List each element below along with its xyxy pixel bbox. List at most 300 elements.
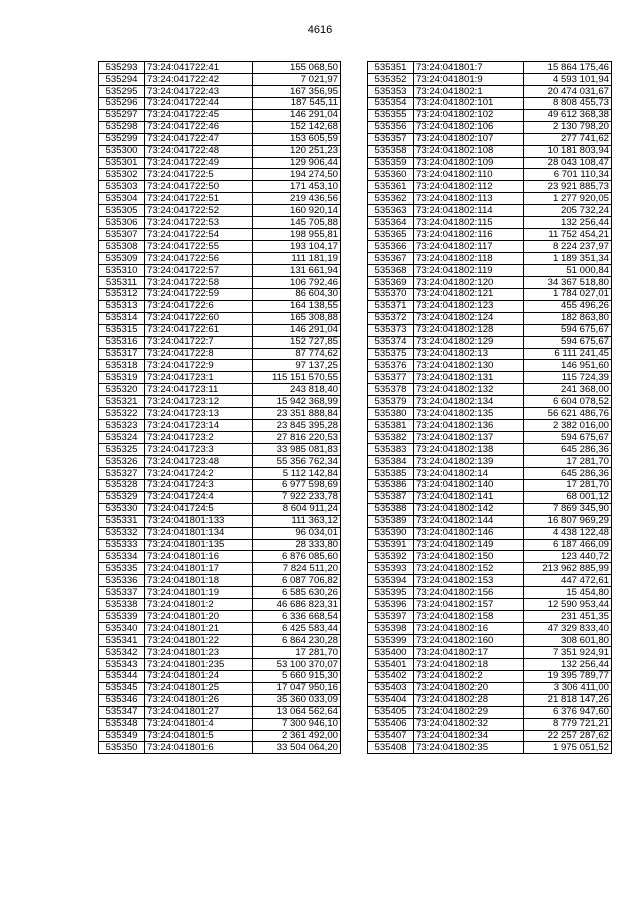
row-number: 535331 [99,515,145,527]
table-row [99,539,341,551]
cadastral-value: 6 585 630,26 [253,587,341,599]
row-number: 535320 [99,384,145,396]
table-row [368,205,612,217]
row-number: 535391 [368,539,414,551]
cadastral-number: 73:24:041802:136 [414,420,524,432]
row-number: 535350 [99,742,145,754]
row-number: 535322 [99,408,145,420]
cadastral-number: 73:24:041802:107 [414,133,524,145]
table-row [368,133,612,145]
row-number: 535368 [368,264,414,276]
row-number: 535361 [368,181,414,193]
cadastral-value: 23 845 395,28 [253,420,341,432]
cadastral-value: 145 705,88 [253,217,341,229]
cadastral-value: 132 256,44 [524,658,612,670]
table-row [368,503,612,515]
cadastral-number: 73:24:041722:8 [145,348,253,360]
row-number: 535311 [99,276,145,288]
table-row [368,396,612,408]
table-row [99,300,341,312]
cadastral-number: 73:24:041722:42 [145,73,253,85]
table-row [99,730,341,742]
cadastral-value: 152 727,85 [253,336,341,348]
table-row [99,635,341,647]
cadastral-value: 7 869 345,90 [524,503,612,515]
row-number: 535327 [99,467,145,479]
row-number: 535371 [368,300,414,312]
table-row [368,635,612,647]
cadastral-number: 73:24:041802:1 [414,85,524,97]
table-row [368,300,612,312]
row-number: 535366 [368,241,414,253]
cadastral-value: 129 906,44 [253,157,341,169]
cadastral-number: 73:24:041802:152 [414,563,524,575]
cadastral-number: 73:24:041802:141 [414,491,524,503]
row-number: 535340 [99,623,145,635]
cadastral-value: 97 137,25 [253,360,341,372]
row-number: 535390 [368,527,414,539]
table-row [368,109,612,121]
cadastral-value: 160 920,14 [253,205,341,217]
table-row [368,527,612,539]
row-number: 535387 [368,491,414,503]
cadastral-number: 73:24:041802:112 [414,181,524,193]
cadastral-value: 8 808 455,73 [524,97,612,109]
cadastral-number: 73:24:041801:134 [145,527,253,539]
row-number: 535345 [99,682,145,694]
cadastral-number: 73:24:041802:150 [414,551,524,563]
row-number: 535392 [368,551,414,563]
cadastral-value: 22 257 287,62 [524,730,612,742]
cadastral-value: 47 329 833,40 [524,623,612,635]
row-number: 535364 [368,217,414,229]
cadastral-number: 73:24:041722:53 [145,217,253,229]
row-number: 535380 [368,408,414,420]
cadastral-number: 73:24:041723:48 [145,455,253,467]
table-row [99,217,341,229]
table-row [368,563,612,575]
row-number: 535294 [99,73,145,85]
cadastral-value: 132 256,44 [524,217,612,229]
table-row [368,515,612,527]
table-row [368,658,612,670]
table-row [368,742,612,754]
table-row [99,706,341,718]
table-row [99,193,341,205]
cadastral-value: 193 104,17 [253,241,341,253]
table-row [99,551,341,563]
cadastral-number: 73:24:041801:7 [414,62,524,74]
cadastral-number: 73:24:041802:34 [414,730,524,742]
cadastral-value: 6 187 466,09 [524,539,612,551]
table-row [368,229,612,241]
cadastral-value: 8 604 911,24 [253,503,341,515]
cadastral-value: 6 376 947,60 [524,706,612,718]
table-row [368,85,612,97]
row-number: 535338 [99,599,145,611]
cadastral-number: 73:24:041723:1 [145,372,253,384]
row-number: 535332 [99,527,145,539]
table-row [99,623,341,635]
table-row [368,181,612,193]
row-number: 535369 [368,276,414,288]
row-number: 535396 [368,599,414,611]
cadastral-value: 2 361 492,00 [253,730,341,742]
cadastral-value: 594 675,67 [524,432,612,444]
table-row [368,551,612,563]
cadastral-value: 645 286,36 [524,467,612,479]
cadastral-value: 6 864 230,28 [253,635,341,647]
cadastral-number: 73:24:041722:9 [145,360,253,372]
cadastral-number: 73:24:041722:6 [145,300,253,312]
row-number: 535376 [368,360,414,372]
cadastral-number: 73:24:041722:52 [145,205,253,217]
row-number: 535308 [99,241,145,253]
table-row [99,85,341,97]
cadastral-number: 73:24:041802:149 [414,539,524,551]
row-number: 535360 [368,169,414,181]
table-row [368,444,612,456]
cadastral-number: 73:24:041722:47 [145,133,253,145]
row-number: 535358 [368,145,414,157]
cadastral-number: 73:24:041802:134 [414,396,524,408]
row-number: 535333 [99,539,145,551]
cadastral-number: 73:24:041722:44 [145,97,253,109]
cadastral-value: 115 724,39 [524,372,612,384]
cadastral-value: 243 818,40 [253,384,341,396]
cadastral-number: 73:24:041802:116 [414,229,524,241]
cadastral-number: 73:24:041801:135 [145,539,253,551]
row-number: 535316 [99,336,145,348]
row-number: 535383 [368,444,414,456]
table-row [368,455,612,467]
cadastral-number: 73:24:041722:43 [145,85,253,97]
table-row [99,181,341,193]
cadastral-value: 182 863,80 [524,312,612,324]
row-number: 535356 [368,121,414,133]
cadastral-value: 6 087 706,82 [253,575,341,587]
cadastral-value: 594 675,67 [524,324,612,336]
table-row [368,467,612,479]
cadastral-number: 73:24:041722:61 [145,324,253,336]
cadastral-number: 73:24:041802:101 [414,97,524,109]
table-row [99,515,341,527]
cadastral-number: 73:24:041802:146 [414,527,524,539]
row-number: 535342 [99,646,145,658]
cadastral-value: 6 701 110,34 [524,169,612,181]
row-number: 535377 [368,372,414,384]
cadastral-value: 5 660 915,30 [253,670,341,682]
cadastral-number: 73:24:041802:139 [414,455,524,467]
table-row [368,408,612,420]
cadastral-value: 1 975 051,52 [524,742,612,754]
row-number: 535302 [99,169,145,181]
row-number: 535389 [368,515,414,527]
cadastral-number: 73:24:041722:45 [145,109,253,121]
row-number: 535347 [99,706,145,718]
cadastral-number: 73:24:041802:121 [414,288,524,300]
cadastral-value: 1 784 027,01 [524,288,612,300]
table-row [99,336,341,348]
cadastral-number: 73:24:041722:41 [145,62,253,74]
cadastral-value: 20 474 031,67 [524,85,612,97]
cadastral-value: 33 985 081,83 [253,444,341,456]
row-number: 535313 [99,300,145,312]
row-number: 535305 [99,205,145,217]
row-number: 535304 [99,193,145,205]
cadastral-number: 73:24:041802:2 [414,670,524,682]
cadastral-number: 73:24:041802:14 [414,467,524,479]
cadastral-number: 73:24:041724:3 [145,479,253,491]
cadastral-number: 73:24:041801:20 [145,611,253,623]
table-row [368,169,612,181]
cadastral-number: 73:24:041722:59 [145,288,253,300]
row-number: 535386 [368,479,414,491]
table-row [368,62,612,74]
table-row [99,121,341,133]
row-number: 535306 [99,217,145,229]
cadastral-value: 19 395 789,77 [524,670,612,682]
table-row [99,503,341,515]
cadastral-number: 73:24:041802:129 [414,336,524,348]
cadastral-number: 73:24:041802:137 [414,432,524,444]
cadastral-number: 73:24:041801:5 [145,730,253,742]
row-number: 535352 [368,73,414,85]
table-row [99,133,341,145]
cadastral-value: 7 021,97 [253,73,341,85]
cadastral-value: 15 942 368,99 [253,396,341,408]
cadastral-value: 96 034,01 [253,527,341,539]
cadastral-number: 73:24:041802:128 [414,324,524,336]
cadastral-value: 198 955,81 [253,229,341,241]
cadastral-value: 5 112 142,84 [253,467,341,479]
cadastral-number: 73:24:041802:135 [414,408,524,420]
cadastral-value: 1 277 920,05 [524,193,612,205]
row-number: 535367 [368,253,414,265]
cadastral-value: 7 351 924,91 [524,646,612,658]
cadastral-value: 171 453,10 [253,181,341,193]
table-row [99,658,341,670]
cadastral-number: 73:24:041802:124 [414,312,524,324]
cadastral-number: 73:24:041802:153 [414,575,524,587]
row-number: 535354 [368,97,414,109]
cadastral-number: 73:24:041802:120 [414,276,524,288]
cadastral-number: 73:24:041724:5 [145,503,253,515]
cadastral-number: 73:24:041724:4 [145,491,253,503]
table-row [368,360,612,372]
table-row [99,646,341,658]
cadastral-value: 455 496,26 [524,300,612,312]
table-row [368,599,612,611]
cadastral-value: 194 274,50 [253,169,341,181]
cadastral-number: 73:24:041802:117 [414,241,524,253]
table-row [99,372,341,384]
cadastral-number: 73:24:041802:132 [414,384,524,396]
cadastral-number: 73:24:041723:11 [145,384,253,396]
row-number: 535384 [368,455,414,467]
table-row [99,229,341,241]
cadastral-number: 73:24:041801:23 [145,646,253,658]
cadastral-number: 73:24:041801:6 [145,742,253,754]
cadastral-value: 152 142,68 [253,121,341,133]
cadastral-value: 23 921 885,73 [524,181,612,193]
row-number: 535293 [99,62,145,74]
table-row [368,312,612,324]
cadastral-value: 49 612 368,38 [524,109,612,121]
table-row [99,444,341,456]
row-number: 535404 [368,694,414,706]
table-row [368,145,612,157]
cadastral-value: 68 001,12 [524,491,612,503]
cadastral-value: 6 425 583,44 [253,623,341,635]
row-number: 535378 [368,384,414,396]
row-number: 535397 [368,611,414,623]
row-number: 535357 [368,133,414,145]
cadastral-number: 73:24:041723:13 [145,408,253,420]
row-number: 535344 [99,670,145,682]
row-number: 535388 [368,503,414,515]
cadastral-number: 73:24:041802:157 [414,599,524,611]
cadastral-number: 73:24:041802:118 [414,253,524,265]
table-row [99,348,341,360]
cadastral-number: 73:24:041802:13 [414,348,524,360]
cadastral-number: 73:24:041802:110 [414,169,524,181]
row-number: 535300 [99,145,145,157]
cadastral-value: 120 251,23 [253,145,341,157]
cadastral-value: 27 816 220,53 [253,432,341,444]
table-row [368,479,612,491]
row-number: 535370 [368,288,414,300]
table-row [99,563,341,575]
cadastral-number: 73:24:041801:235 [145,658,253,670]
cadastral-number: 73:24:041802:114 [414,205,524,217]
cadastral-value: 15 864 175,46 [524,62,612,74]
row-number: 535393 [368,563,414,575]
cadastral-value: 55 356 762,34 [253,455,341,467]
cadastral-number: 73:24:041802:156 [414,587,524,599]
row-number: 535375 [368,348,414,360]
cadastral-number: 73:24:041801:22 [145,635,253,647]
cadastral-value: 34 367 518,80 [524,276,612,288]
cadastral-value: 6 604 078,52 [524,396,612,408]
cadastral-value: 308 601,80 [524,635,612,647]
cadastral-table-left [98,61,341,754]
cadastral-number: 73:24:041802:17 [414,646,524,658]
row-number: 535402 [368,670,414,682]
row-number: 535298 [99,121,145,133]
table-row [99,670,341,682]
cadastral-number: 73:24:041801:4 [145,718,253,730]
cadastral-value: 16 807 969,29 [524,515,612,527]
row-number: 535295 [99,85,145,97]
row-number: 535296 [99,97,145,109]
cadastral-value: 447 472,61 [524,575,612,587]
cadastral-value: 6 336 668,54 [253,611,341,623]
cadastral-number: 73:24:041724:2 [145,467,253,479]
cadastral-value: 28 043 108,47 [524,157,612,169]
cadastral-value: 167 356,95 [253,85,341,97]
cadastral-value: 35 360 033,09 [253,694,341,706]
cadastral-number: 73:24:041722:46 [145,121,253,133]
cadastral-value: 21 818 147,26 [524,694,612,706]
table-row [99,312,341,324]
cadastral-number: 73:24:041802:29 [414,706,524,718]
cadastral-number: 73:24:041801:2 [145,599,253,611]
table-row [368,420,612,432]
cadastral-value: 146 951,60 [524,360,612,372]
cadastral-number: 73:24:041722:5 [145,169,253,181]
table-row [368,157,612,169]
cadastral-number: 73:24:041802:119 [414,264,524,276]
row-number: 535407 [368,730,414,742]
cadastral-number: 73:24:041802:16 [414,623,524,635]
cadastral-value: 1 189 351,34 [524,253,612,265]
row-number: 535381 [368,420,414,432]
row-number: 535314 [99,312,145,324]
cadastral-number: 73:24:041802:35 [414,742,524,754]
row-number: 535330 [99,503,145,515]
row-number: 535339 [99,611,145,623]
table-row [368,97,612,109]
table-row [368,241,612,253]
table-row [99,324,341,336]
cadastral-value: 213 962 885,99 [524,563,612,575]
cadastral-value: 3 306 411,00 [524,682,612,694]
table-row [99,479,341,491]
row-number: 535310 [99,264,145,276]
table-row [368,217,612,229]
cadastral-value: 131 661,94 [253,264,341,276]
cadastral-value: 46 686 823,31 [253,599,341,611]
row-number: 535351 [368,62,414,74]
cadastral-number: 73:24:041801:25 [145,682,253,694]
row-number: 535353 [368,85,414,97]
cadastral-number: 73:24:041722:50 [145,181,253,193]
cadastral-value: 111 363,12 [253,515,341,527]
row-number: 535335 [99,563,145,575]
cadastral-value: 33 504 064,20 [253,742,341,754]
table-row [99,599,341,611]
cadastral-number: 73:24:041802:140 [414,479,524,491]
table-row [99,253,341,265]
table-row [368,682,612,694]
cadastral-value: 594 675,67 [524,336,612,348]
cadastral-value: 7 300 946,10 [253,718,341,730]
cadastral-value: 205 732,24 [524,205,612,217]
row-number: 535349 [99,730,145,742]
cadastral-number: 73:24:041802:18 [414,658,524,670]
cadastral-number: 73:24:041801:9 [414,73,524,85]
row-number: 535297 [99,109,145,121]
cadastral-number: 73:24:041722:56 [145,253,253,265]
cadastral-value: 17 281,70 [524,455,612,467]
row-number: 535319 [99,372,145,384]
row-number: 535379 [368,396,414,408]
cadastral-value: 146 291,04 [253,109,341,121]
table-row [368,324,612,336]
cadastral-value: 7 824 511,20 [253,563,341,575]
table-row [99,396,341,408]
page-number: 4616 [307,24,333,36]
cadastral-value: 106 792,46 [253,276,341,288]
row-number: 535312 [99,288,145,300]
table-row [99,742,341,754]
row-number: 535324 [99,432,145,444]
cadastral-number: 73:24:041722:58 [145,276,253,288]
row-number: 535323 [99,420,145,432]
table-row [99,205,341,217]
table-row [99,420,341,432]
